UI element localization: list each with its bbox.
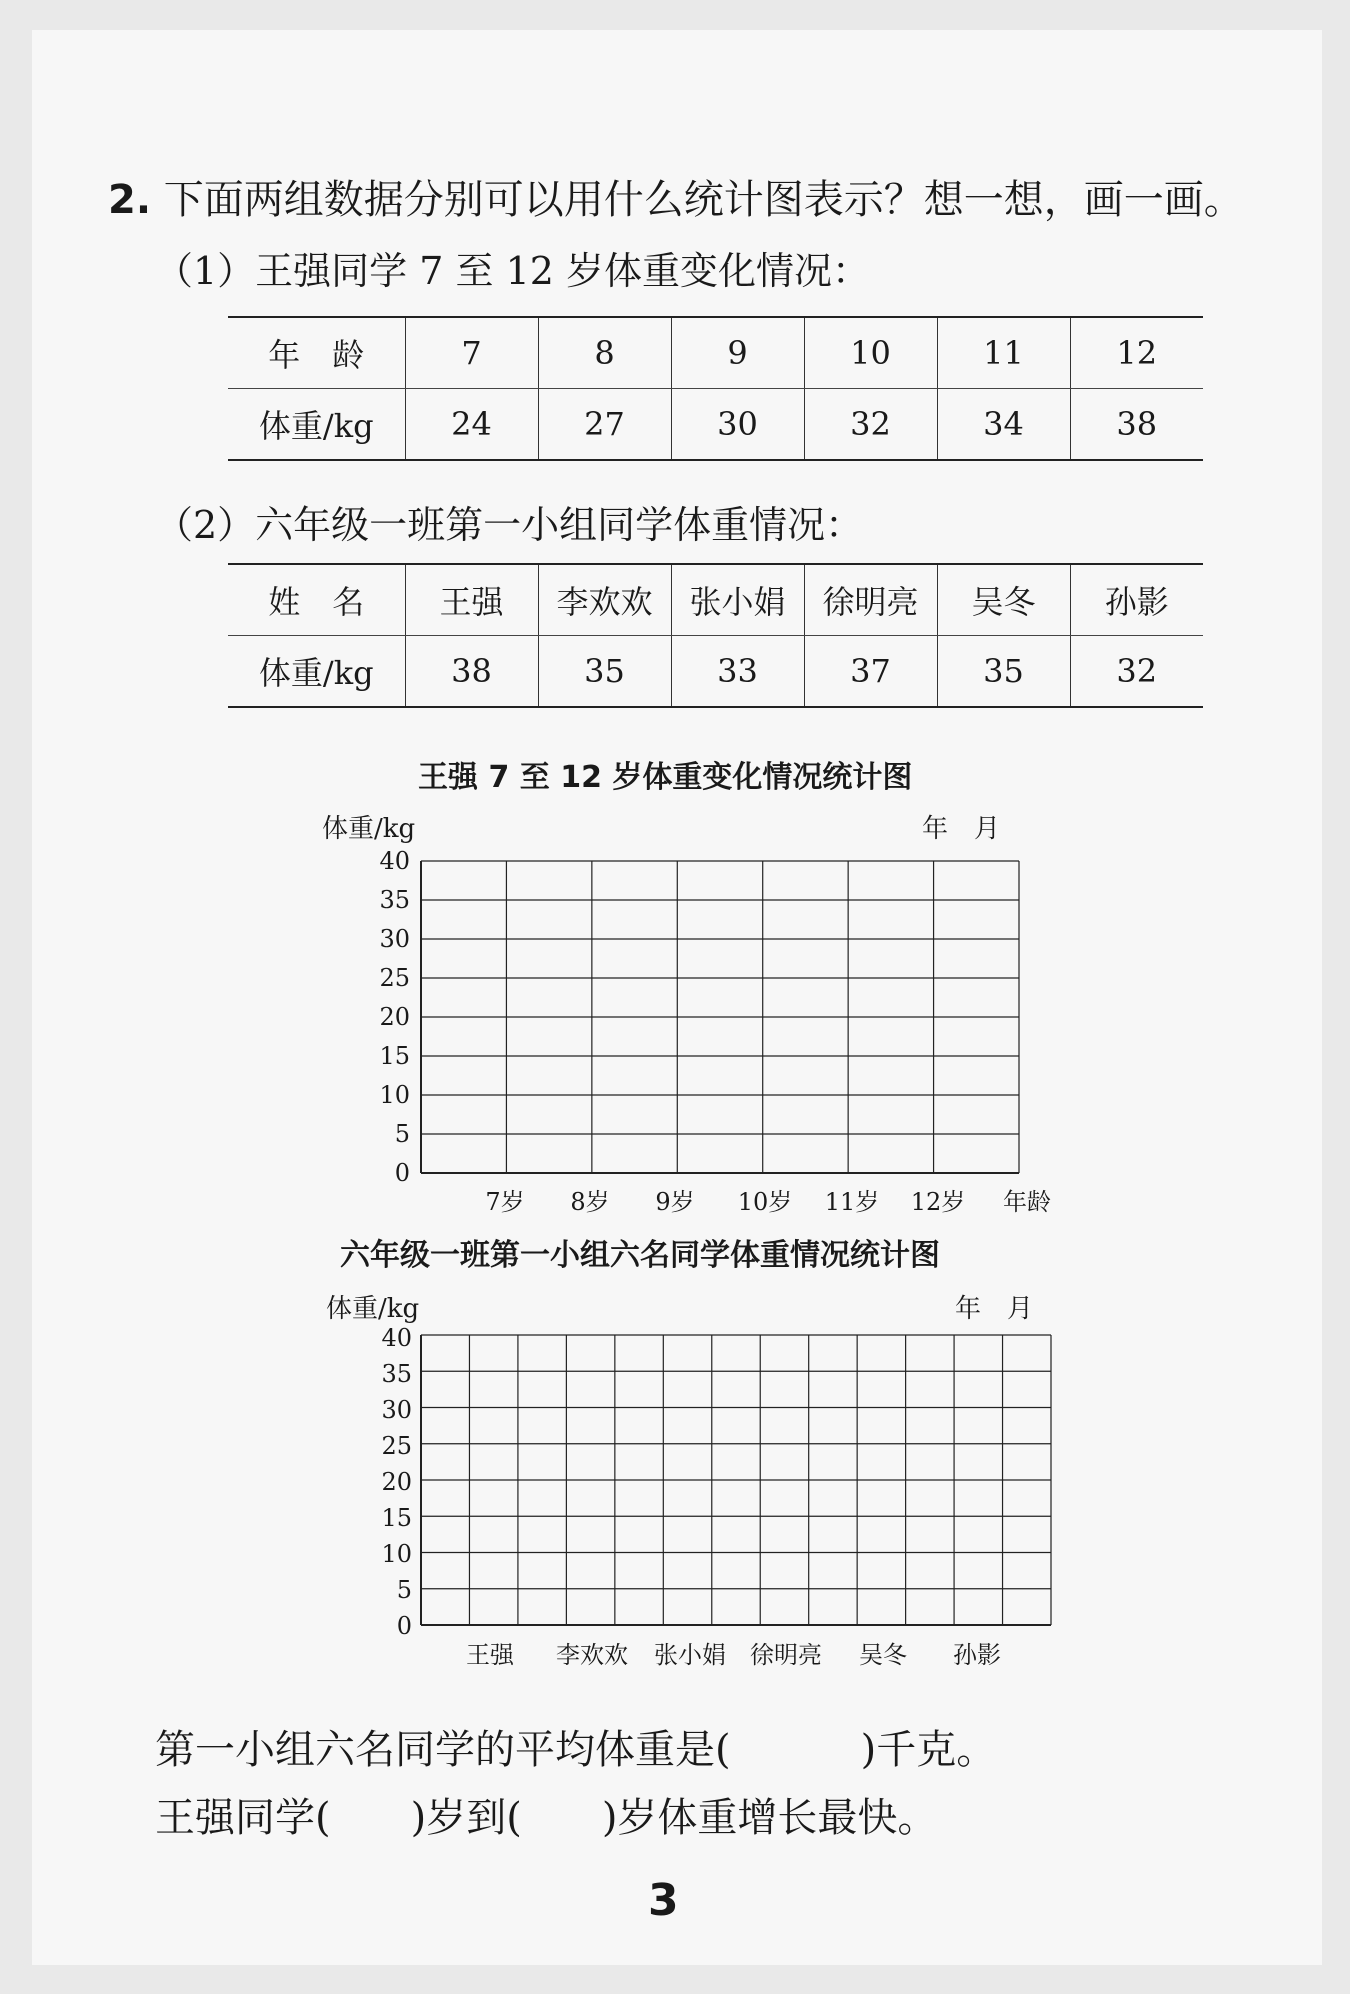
table-cell: 10 xyxy=(804,317,937,389)
y-tick-label: 30 xyxy=(379,925,410,953)
x-tick-label: 11岁 xyxy=(824,1188,880,1216)
table-cell: 吴冬 xyxy=(937,564,1070,636)
table-cell: 徐明亮 xyxy=(804,564,937,636)
y-tick-label: 35 xyxy=(381,1360,412,1388)
question-text: )岁体重增长最快。 xyxy=(601,1795,938,1841)
part1-label: （1）王强同学 7 至 12 岁体重变化情况： xyxy=(155,249,871,293)
table-cell: 王强 xyxy=(405,564,538,636)
part2-label: （2）六年级一班第一小组同学体重情况： xyxy=(155,503,864,547)
x-tick-label: 李欢欢 xyxy=(556,1641,628,1669)
table-cell: 12 xyxy=(1070,317,1203,389)
table-cell: 李欢欢 xyxy=(538,564,671,636)
student-weight-table xyxy=(228,563,1203,708)
x-tick-label: 王强 xyxy=(466,1641,514,1669)
x-tick-label: 孙影 xyxy=(953,1641,1001,1669)
y-tick-label: 30 xyxy=(381,1396,412,1424)
table-cell: 27 xyxy=(538,389,671,461)
table-header-row xyxy=(228,317,1203,389)
table-cell: 35 xyxy=(937,636,1070,708)
table-cell: 11 xyxy=(937,317,1070,389)
y-tick-label: 10 xyxy=(381,1540,412,1568)
x-tick-label: 12岁 xyxy=(910,1188,966,1216)
y-tick-label: 15 xyxy=(379,1042,410,1070)
question-text: )千克。 xyxy=(860,1727,997,1773)
table-cell: 32 xyxy=(1070,636,1203,708)
question-text: 下面两组数据分别可以用什么统计图表示？想一想，画一画。 xyxy=(163,177,1244,223)
x-tick-label: 张小娟 xyxy=(654,1641,726,1669)
table-cell: 33 xyxy=(671,636,804,708)
y-tick-label: 20 xyxy=(379,1003,410,1031)
y-tick-label: 25 xyxy=(381,1432,412,1460)
y-tick-label: 35 xyxy=(379,886,410,914)
table-cell: 7 xyxy=(405,317,538,389)
chart1-grid xyxy=(420,860,1020,1174)
y-tick-label: 40 xyxy=(379,847,410,875)
table-cell: 38 xyxy=(405,636,538,708)
chart1-ylabel: 体重/kg xyxy=(322,814,416,844)
y-tick-label: 25 xyxy=(379,964,410,992)
x-tick-label: 10岁 xyxy=(737,1188,793,1216)
y-tick-label: 5 xyxy=(396,1576,412,1604)
table-cell: 张小娟 xyxy=(671,564,804,636)
x-tick-label: 7岁 xyxy=(485,1188,525,1216)
table-cell: 体重/kg xyxy=(228,636,405,708)
table-cell: 32 xyxy=(804,389,937,461)
question-text: )岁到( xyxy=(410,1795,522,1841)
chart2-date: 年 月 xyxy=(955,1294,1034,1324)
chart1-date: 年 月 xyxy=(922,814,1001,844)
y-tick-label: 40 xyxy=(381,1324,412,1352)
question-number: 2. xyxy=(108,177,152,223)
table-cell: 9 xyxy=(671,317,804,389)
y-tick-label: 10 xyxy=(379,1081,410,1109)
table-row xyxy=(228,389,1203,461)
y-tick-label: 0 xyxy=(394,1159,410,1187)
table-cell: 姓 名 xyxy=(228,564,405,636)
table-cell: 34 xyxy=(937,389,1070,461)
fastest-growth-question xyxy=(155,1786,937,1843)
page-number: 3 xyxy=(648,1875,679,1926)
x-tick-label: 9岁 xyxy=(655,1188,695,1216)
question-text: 第一小组六名同学的平均体重是( xyxy=(155,1727,731,1773)
x-tick-label: 徐明亮 xyxy=(750,1641,822,1669)
table-cell: 38 xyxy=(1070,389,1203,461)
chart2-title: 六年级一班第一小组六名同学体重情况统计图 xyxy=(340,1238,940,1273)
table-cell: 年 龄 xyxy=(228,317,405,389)
average-weight-question xyxy=(155,1718,996,1775)
table-cell: 35 xyxy=(538,636,671,708)
y-tick-label: 0 xyxy=(396,1612,412,1640)
table-row xyxy=(228,636,1203,708)
chart2-grid xyxy=(420,1334,1052,1626)
table-cell: 30 xyxy=(671,389,804,461)
question-title xyxy=(108,168,1244,225)
table-cell: 孙影 xyxy=(1070,564,1203,636)
y-tick-label: 15 xyxy=(381,1504,412,1532)
table-cell: 24 xyxy=(405,389,538,461)
age-weight-table xyxy=(228,316,1203,461)
table-header-row xyxy=(228,564,1203,636)
y-tick-label: 20 xyxy=(381,1468,412,1496)
x-axis-label: 年龄 xyxy=(1003,1188,1051,1216)
table-cell: 体重/kg xyxy=(228,389,405,461)
table-cell: 8 xyxy=(538,317,671,389)
x-tick-label: 8岁 xyxy=(570,1188,610,1216)
table-cell: 37 xyxy=(804,636,937,708)
chart2-ylabel: 体重/kg xyxy=(326,1294,420,1324)
question-text: 王强同学( xyxy=(155,1795,331,1841)
y-tick-label: 5 xyxy=(394,1120,410,1148)
x-tick-label: 吴冬 xyxy=(859,1641,907,1669)
chart1-title: 王强 7 至 12 岁体重变化情况统计图 xyxy=(418,760,913,795)
